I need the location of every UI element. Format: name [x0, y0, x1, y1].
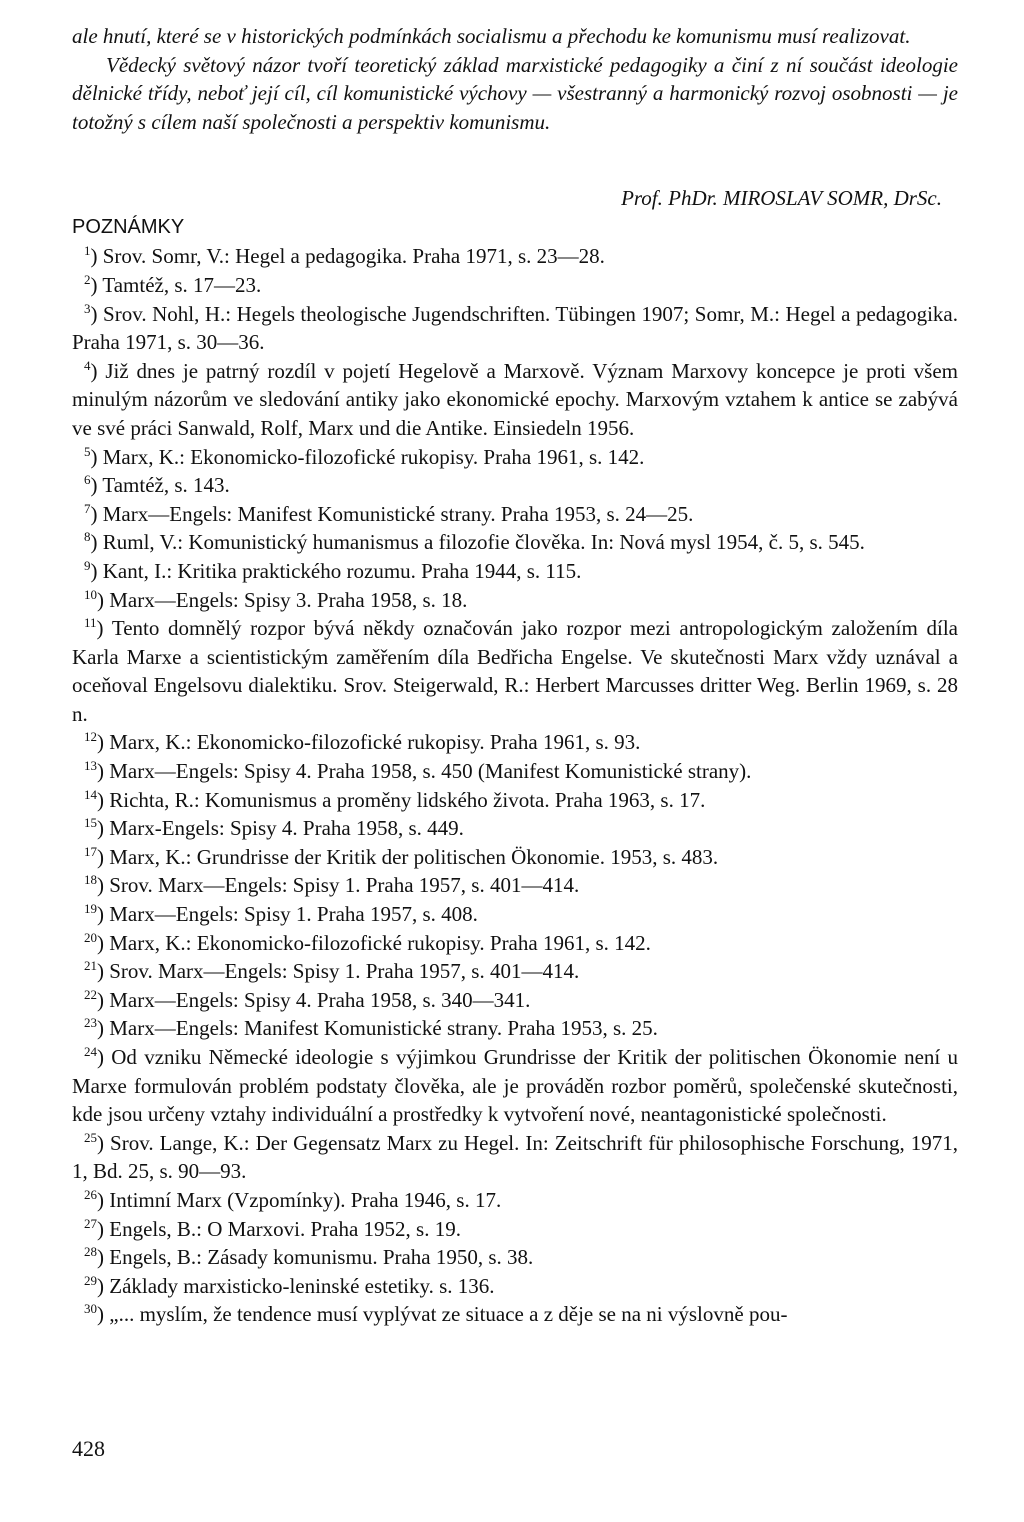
note-text: Tento domnělý rozpor bývá někdy označován jako rozpor mezi antropologickým založením díla Karla Marxe a scientistickým zaměřením díla Bedřicha Engelse. Ve skutečnosti Marx vždy uznával a oceňoval Engelsovu dialektiku. Srov. Steigerwald, R.: Herbert Marcusses dritter Weg. Berlin 1969, s. 28 n.: [72, 616, 958, 726]
note-text: Engels, B.: O Marxovi. Praha 1952, s. 19.: [109, 1216, 461, 1241]
note-marker: 20: [84, 929, 97, 945]
note-marker: 5: [84, 443, 91, 459]
note-text: Marx, K.: Ekonomicko-filozofické rukopisy. Praha 1961, s. 93.: [109, 730, 641, 755]
note-text: Ruml, V.: Komunistický humanismus a filozofie člověka. In: Nová mysl 1954, č. 5, s. 545.: [102, 530, 865, 555]
note-text: Základy marxisticko-leninské estetiky. s. 136.: [109, 1273, 495, 1298]
note-item: $^{17}$) Marx, K.: Grundrisse der Kritik der politischen Ökonomie. 1953, s. 483.: [84, 843, 719, 869]
note-text: Tamtéž, s. 143.: [102, 473, 230, 498]
note-item: $^3$) Srov. Nohl, H.: Hegels theologische Jugendschriften. Tübingen 1907; Somr, M.: Hegel a pedagogika. Praha 1971, s. 30—36.: [72, 300, 959, 355]
note-item: $^1$) Srov. Somr, V.: Hegel a pedagogika. Praha 1971, s. 23—28.: [84, 243, 605, 269]
note-marker: 14: [84, 786, 97, 802]
body-paragraph: ale hnutí, které se v historických podmínkách socialismu a přechodu ke komunismu musí realizovat.: [72, 24, 911, 48]
note-marker: 10: [84, 586, 97, 602]
note-marker: 7: [84, 500, 91, 516]
note-text: Srov. Marx—Engels: Spisy 1. Praha 1957, s. 401—414.: [109, 873, 580, 898]
note-marker: 4: [84, 357, 91, 373]
note-item: $^{25}$) Srov. Lange, K.: Der Gegensatz Marx zu Hegel. In: Zeitschrift für philosophische Forschung, 1971, 1, Bd. 25, s. 90—93.: [72, 1129, 958, 1184]
note-text: Srov. Lange, K.: Der Gegensatz Marx zu Hegel. In: Zeitschrift für philosophische Forschung, 1971, 1, Bd. 25, s. 90—93.: [72, 1130, 958, 1184]
note-marker: 22: [84, 986, 97, 1002]
note-marker: 17: [84, 843, 97, 859]
note-marker: 19: [84, 901, 97, 917]
note-marker: 9: [84, 557, 91, 573]
note-marker: 27: [84, 1215, 97, 1231]
note-item: $^{18}$) Srov. Marx—Engels: Spisy 1. Praha 1957, s. 401—414.: [84, 872, 580, 898]
note-text: Marx—Engels: Spisy 1. Praha 1957, s. 408.: [109, 902, 478, 927]
note-item: $^{24}$) Od vzniku Německé ideologie s výjimkou Grundrisse der Kritik der politischen Ökonomie není u Marxe formulován problém podstaty člověka, ale je prováděn rozbor poměrů, společenské skutečnosti, kde jsou určeny vztahy individuální a prostředky k vytvoření nové, neantagonistické společnosti.: [72, 1044, 958, 1127]
note-item: $^{13}$) Marx—Engels: Spisy 4. Praha 1958, s. 450 (Manifest Komunistické strany).: [84, 758, 752, 784]
note-item: $^{14}$) Richta, R.: Komunismus a proměny lidského života. Praha 1963, s. 17.: [84, 786, 706, 812]
note-text: „... myslím, že tendence musí vyplývat ze situace a z děje se na ni výslovně pou-: [109, 1302, 788, 1327]
note-marker: 13: [84, 758, 97, 774]
note-text: Marx, K.: Ekonomicko-filozofické rukopisy. Praha 1961, s. 142.: [109, 930, 651, 955]
note-marker: 18: [84, 872, 97, 888]
note-item: $^5$) Marx, K.: Ekonomicko-filozofické rukopisy. Praha 1961, s. 142.: [84, 443, 645, 469]
author-signature: Prof. PhDr. MIROSLAV SOMR, DrSc.: [621, 186, 942, 211]
note-text: Engels, B.: Zásady komunismu. Praha 1950, s. 38.: [109, 1245, 534, 1270]
note-item: $^6$) Tamtéž, s. 143.: [84, 472, 230, 498]
notes-list: [72, 242, 958, 1329]
note-item: $^4$) Již dnes je patrný rozdíl v pojetí Hegelově a Marxově. Význam Marxovy koncepce je proti všem minulým názorům ve sledování antiky jako ekonomické epochy. Marxovým vztahem k antice se zabývá ve své práci Sanwald, Rolf, Marx und die Antike. Einsiedeln 1956.: [72, 357, 958, 440]
note-marker: 1: [84, 243, 91, 259]
note-text: Marx-Engels: Spisy 4. Praha 1958, s. 449.: [109, 816, 464, 841]
note-item: $^{12}$) Marx, K.: Ekonomicko-filozofické rukopisy. Praha 1961, s. 93.: [84, 729, 641, 755]
note-item: $^8$) Ruml, V.: Komunistický humanismus a filozofie člověka. In: Nová mysl 1954, č. 5, s. 545.: [84, 529, 865, 555]
note-item: $^{30}$) „... myslím, že tendence musí vyplývat ze situace a z děje se na ni výslovně pou-: [84, 1301, 788, 1327]
note-item: $^7$) Marx—Engels: Manifest Komunistické strany. Praha 1953, s. 24—25.: [84, 500, 694, 526]
note-text: Srov. Marx—Engels: Spisy 1. Praha 1957, s. 401—414.: [109, 959, 580, 984]
note-marker: 25: [84, 1129, 97, 1145]
note-item: $^{21}$) Srov. Marx—Engels: Spisy 1. Praha 1957, s. 401—414.: [84, 958, 580, 984]
note-marker: 12: [84, 729, 97, 745]
page: [72, 22, 958, 1329]
note-marker: 24: [84, 1044, 97, 1059]
note-marker: 21: [84, 958, 97, 974]
note-text: Marx, K.: Ekonomicko-filozofické rukopisy. Praha 1961, s. 142.: [102, 444, 645, 469]
note-text: Marx—Engels: Manifest Komunistické strany. Praha 1953, s. 24—25.: [102, 501, 694, 526]
note-item: $^{19}$) Marx—Engels: Spisy 1. Praha 1957, s. 408.: [84, 901, 478, 927]
note-text: Kant, I.: Kritika praktického rozumu. Praha 1944, s. 115.: [102, 558, 582, 583]
note-item: $^{28}$) Engels, B.: Zásady komunismu. Praha 1950, s. 38.: [84, 1244, 534, 1270]
note-text: Marx—Engels: Spisy 3. Praha 1958, s. 18.: [109, 587, 468, 612]
note-marker: 28: [84, 1244, 97, 1260]
note-item: $^{11}$) Tento domnělý rozpor bývá někdy označován jako rozpor mezi antropologickým založením díla Karla Marxe a scientistickým zaměřením díla Bedřicha Engelse. Ve skutečnosti Marx vždy uznával a oceňoval Engelsovu dialektiku. Srov. Steigerwald, R.: Herbert Marcusses dritter Weg. Berlin 1969, s. 28 n.: [72, 615, 958, 726]
note-marker: 3: [84, 300, 91, 316]
note-text: Již dnes je patrný rozdíl v pojetí Hegelově a Marxově. Význam Marxovy koncepce je proti všem minulým názorům ve sledování antiky jako ekonomické epochy. Marxovým vztahem k antice se zabývá ve své práci Sanwald, Rolf, Marx und die Antike. Einsiedeln 1956.: [72, 358, 958, 440]
note-text: Marx—Engels: Spisy 4. Praha 1958, s. 340—341.: [109, 987, 531, 1012]
note-text: Marx—Engels: Spisy 4. Praha 1958, s. 450 (Manifest Komunistické strany).: [109, 759, 752, 784]
note-marker: 26: [84, 1186, 97, 1202]
note-text: Od vzniku Německé ideologie s výjimkou Grundrisse der Kritik der politischen Ökonomie není u Marxe formulován problém podstaty člověka, ale je prováděn rozbor poměrů, společenské skutečnosti, kde jsou určeny vztahy individuální a prostředky k vytvoření nové, neantagonistické společnosti.: [72, 1045, 958, 1127]
note-marker: 11: [84, 615, 97, 631]
note-item: $^{10}$) Marx—Engels: Spisy 3. Praha 1958, s. 18.: [84, 586, 468, 612]
note-marker: 23: [84, 1015, 97, 1031]
page-number: 428: [72, 1436, 105, 1461]
note-text: Marx—Engels: Manifest Komunistické strany. Praha 1953, s. 25.: [109, 1016, 658, 1041]
note-item: $^{27}$) Engels, B.: O Marxovi. Praha 1952, s. 19.: [84, 1215, 461, 1241]
note-item: $^{23}$) Marx—Engels: Manifest Komunistické strany. Praha 1953, s. 25.: [84, 1015, 658, 1041]
note-text: Tamtéž, s. 17—23.: [102, 272, 262, 297]
note-marker: 15: [84, 815, 97, 831]
note-marker: 8: [84, 529, 91, 545]
note-marker: 29: [84, 1272, 97, 1288]
note-item: $^{22}$) Marx—Engels: Spisy 4. Praha 1958, s. 340—341.: [84, 986, 531, 1012]
note-item: $^{15}$) Marx-Engels: Spisy 4. Praha 1958, s. 449.: [84, 815, 464, 841]
note-item: $^{29}$) Základy marxisticko-leninské estetiky. s. 136.: [84, 1272, 495, 1298]
note-text: Srov. Nohl, H.: Hegels theologische Jugendschriften. Tübingen 1907; Somr, M.: Hegel a pedagogika. Praha 1971, s. 30—36.: [72, 301, 959, 355]
note-item: $^2$) Tamtéž, s. 17—23.: [84, 271, 262, 297]
note-text: Intimní Marx (Vzpomínky). Praha 1946, s. 17.: [109, 1187, 502, 1212]
note-text: Srov. Somr, V.: Hegel a pedagogika. Praha 1971, s. 23—28.: [102, 244, 605, 269]
note-item: $^9$) Kant, I.: Kritika praktického rozumu. Praha 1944, s. 115.: [84, 557, 582, 583]
notes-heading: POZNÁMKY: [72, 216, 185, 239]
note-marker: 2: [84, 271, 91, 287]
body-paragraph: Vědecký světový názor tvoří teoretický základ marxistické pedagogiky a činí z ní součást ideologie dělnické třídy, neboť její cíl, cíl komunistické výchovy — všestranný a harmonický rozvoj osobnosti — je totožný s cílem naší společnosti a perspektiv komunismu.: [72, 52, 958, 134]
note-text: Marx, K.: Grundrisse der Kritik der politischen Ökonomie. 1953, s. 483.: [109, 844, 719, 869]
note-text: Richta, R.: Komunismus a proměny lidského života. Praha 1963, s. 17.: [109, 787, 706, 812]
note-item: $^{26}$) Intimní Marx (Vzpomínky). Praha 1946, s. 17.: [84, 1186, 502, 1212]
note-item: $^{20}$) Marx, K.: Ekonomicko-filozofické rukopisy. Praha 1961, s. 142.: [84, 929, 651, 955]
note-marker: 30: [84, 1301, 97, 1317]
note-marker: 6: [84, 472, 91, 488]
